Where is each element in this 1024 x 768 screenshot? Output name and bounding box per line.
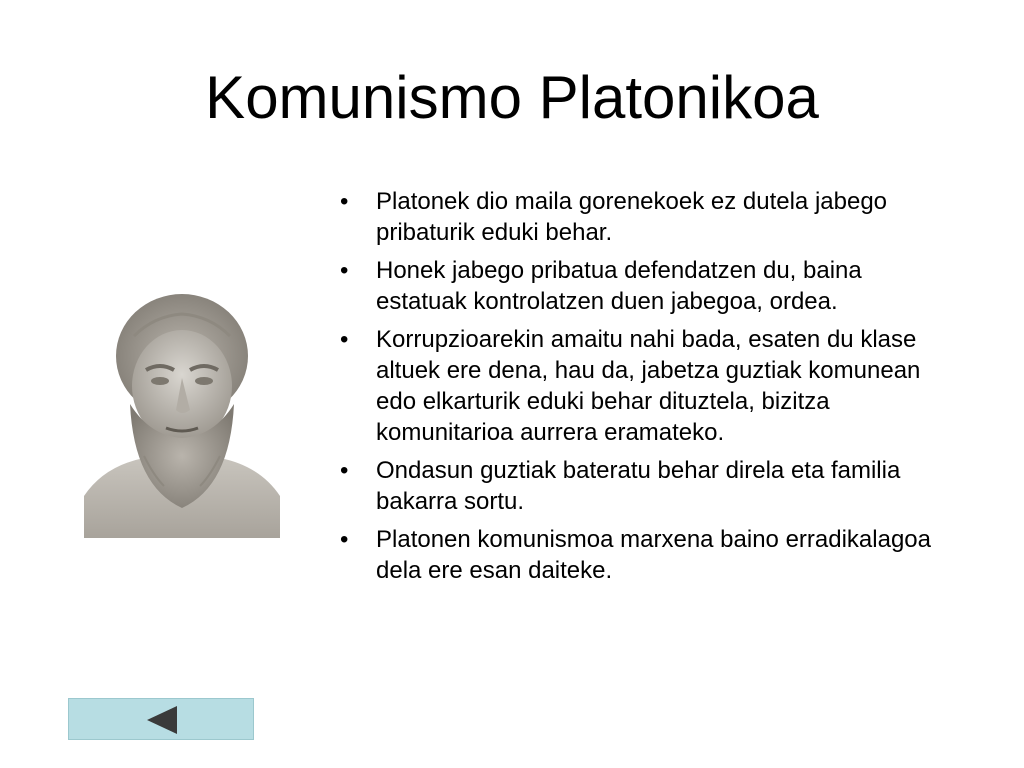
bullet-marker: • (340, 457, 349, 484)
bullet-item (340, 324, 940, 448)
slide-title: Komunismo Platonikoa (205, 64, 819, 131)
bullet-list (340, 186, 940, 593)
bullet-text: Ondasun guztiak bateratu behar direla eta familia bakarra sortu. (376, 457, 901, 515)
bullet-text: Korrupzioarekin amaitu nahi bada, esaten du klase altuek ere dena, hau da, jabetza guztiak komunean edo elkarturik eduki behar dituztela, bizitza komunitarioa aurrera eramateko. (376, 326, 921, 446)
bullet-text: Honek jabego pribatua defendatzen du, baina estatuak kontrolatzen duen jabegoa, ordea. (376, 257, 862, 315)
bullet-text: Platonek dio maila gorenekoek ez dutela jabego pribaturik eduki behar. (376, 188, 888, 246)
bullet-item (340, 255, 940, 317)
bullet-text: Platonen komunismoa marxena baino erradikalagoa dela ere esan daiteke. (376, 526, 931, 584)
triangle-left-icon (147, 706, 177, 734)
bullet-marker: • (340, 188, 349, 215)
bullet-marker: • (340, 257, 349, 284)
plato-bust-image (84, 286, 280, 538)
bullet-marker: • (340, 526, 349, 553)
plato-bust-drawing (84, 286, 280, 538)
bullet-marker: • (340, 326, 349, 353)
bullet-item (340, 524, 940, 586)
bullet-item (340, 455, 940, 517)
back-button[interactable] (68, 698, 254, 740)
bullet-item (340, 186, 940, 248)
